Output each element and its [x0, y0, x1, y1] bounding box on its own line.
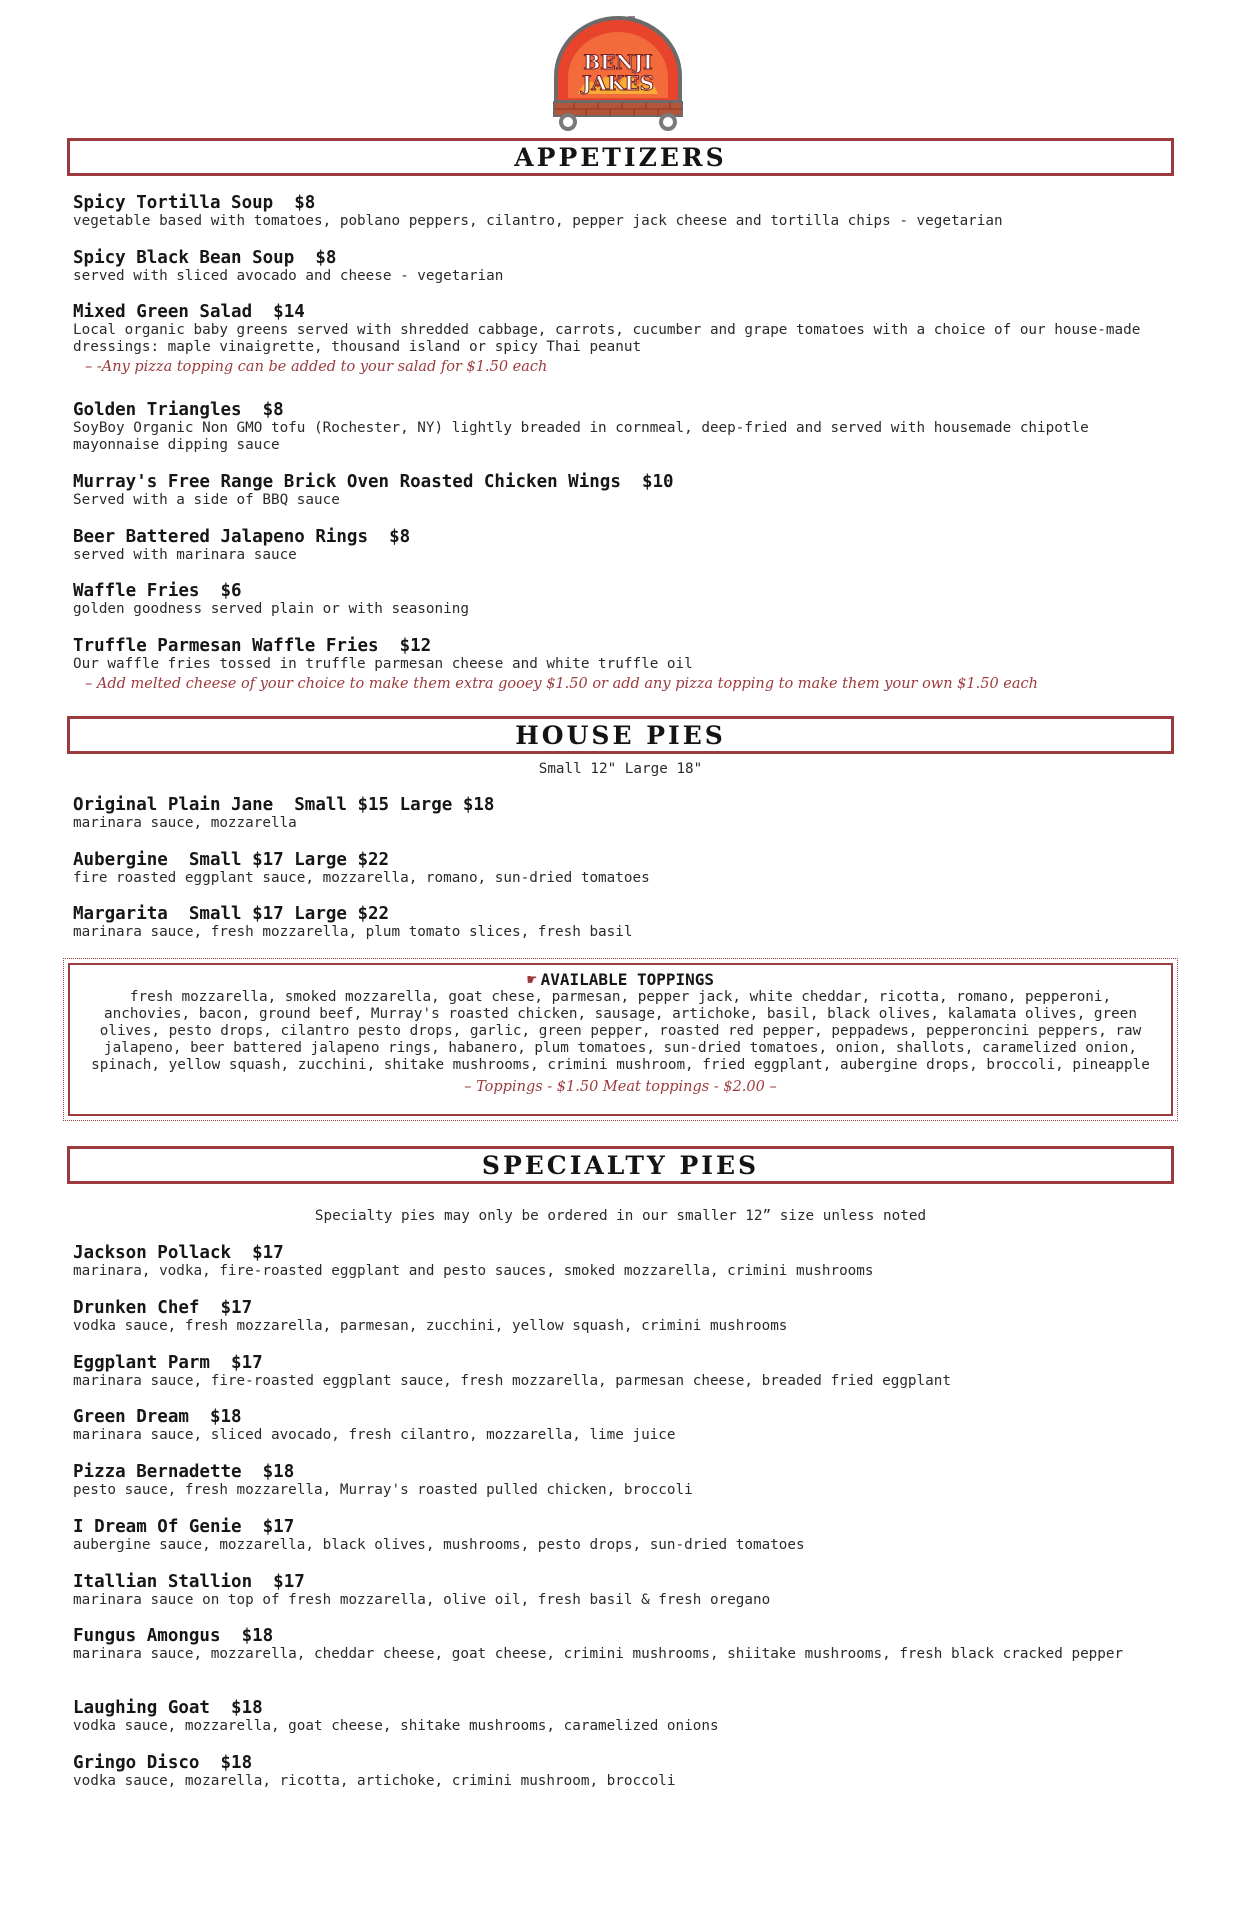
- item-description: Local organic baby greens served with shredded cabbage, carrots, cucumber and grape tomatoes with a choice of our house-made dressings: maple vinaigrette, thousand island or spicy Thai peanut: [73, 322, 1141, 355]
- item-name: Green Dream $18: [73, 1407, 242, 1427]
- item-name: Pizza Bernadette $18: [73, 1462, 295, 1482]
- toppings-list: fresh mozzarella, smoked mozzarella, goat chese, parmesan, pepper jack, white cheddar, ricotta, romano, pepperoni, anchovies, bacon, ground beef, Murray's roasted chicken, sausage, artichoke, basil, black olives, kalamata olives, green olives, pesto drops, cilantro pesto drops, garlic, green pepper, roasted red pepper, peppadews, pepperoncini peppers, raw jalapeno, beer battered jalapeno rings, habanero, plum tomatoes, sun-dried tomatoes, onion, shallots, caramelized onion, spinach, yellow squash, zucchini, shitake mushrooms, crimini mushroom, fried eggplant, aubergine drops, broccoli, pineapple: [91, 989, 1150, 1073]
- appetizers-header: [67, 138, 1174, 176]
- menu-item: [73, 1698, 1173, 1735]
- item-name: Mixed Green Salad $14: [73, 302, 305, 322]
- menu-item: [73, 472, 1173, 509]
- section-title: APPETIZERS: [514, 142, 727, 172]
- section-title: SPECIALTY PIES: [481, 1150, 760, 1180]
- menu-item: [73, 795, 1173, 832]
- item-name: Golden Triangles $8: [73, 400, 284, 420]
- menu-item: [73, 1407, 1173, 1444]
- item-name: Spicy Tortilla Soup $8: [73, 193, 316, 213]
- item-name: Aubergine Small $17 Large $22: [73, 850, 390, 870]
- menu-item: [73, 1626, 1173, 1663]
- toppings-prices: – Toppings - $1.50 Meat toppings - $2.00 –: [464, 1079, 777, 1095]
- menu-item: [73, 1243, 1173, 1280]
- menu-item: [73, 302, 1173, 377]
- menu-item: [73, 527, 1173, 564]
- item-description: pesto sauce, fresh mozzarella, Murray's roasted pulled chicken, broccoli: [73, 1482, 693, 1498]
- item-name: I Dream Of Genie $17: [73, 1517, 295, 1537]
- item-description: vegetable based with tomatoes, poblano peppers, cilantro, pepper jack cheese and tortilla chips - vegetarian: [73, 213, 1003, 229]
- menu-item: [73, 581, 1173, 618]
- item-description: marinara sauce, mozzarella, cheddar cheese, goat cheese, crimini mushrooms, shiitake mushrooms, fresh black cracked pepper: [73, 1646, 1124, 1662]
- item-description: fire roasted eggplant sauce, mozzarella, romano, sun-dried tomatoes: [73, 870, 650, 886]
- pizza-oven-logo-icon: [548, 14, 688, 132]
- item-name: Waffle Fries $6: [73, 581, 242, 601]
- specialty-note: Specialty pies may only be ordered in our smaller 12” size unless noted: [314, 1208, 927, 1224]
- item-description: marinara, vodka, fire-roasted eggplant and pesto sauces, smoked mozzarella, crimini mushrooms: [73, 1263, 874, 1279]
- item-name: Original Plain Jane Small $15 Large $18: [73, 795, 495, 815]
- item-description: marinara sauce, fresh mozzarella, plum tomato slices, fresh basil: [73, 924, 633, 940]
- item-description: vodka sauce, mozarella, ricotta, artichoke, crimini mushroom, broccoli: [73, 1773, 676, 1789]
- section-title: HOUSE PIES: [515, 720, 726, 750]
- item-description: Our waffle fries tossed in truffle parmesan cheese and white truffle oil: [73, 656, 693, 672]
- item-name: Beer Battered Jalapeno Rings $8: [73, 527, 411, 547]
- item-name: Itallian Stallion $17: [73, 1572, 305, 1592]
- pointing-hand-icon: ☛: [526, 970, 537, 989]
- toppings-title-text: AVAILABLE TOPPINGS: [540, 970, 715, 989]
- svg-text:BENJI: BENJI: [583, 50, 653, 74]
- menu-item: [73, 400, 1173, 454]
- item-name: Murray's Free Range Brick Oven Roasted Chicken Wings $10: [73, 472, 674, 492]
- toppings-title: [86, 970, 1155, 989]
- menu-item: [73, 1298, 1173, 1335]
- item-description: Served with a side of BBQ sauce: [73, 492, 340, 508]
- item-description: aubergine sauce, mozzarella, black olives, mushrooms, pesto drops, sun-dried tomatoes: [73, 1537, 805, 1553]
- pie-sizes: Small 12" Large 18": [538, 761, 703, 777]
- item-name: Laughing Goat $18: [73, 1698, 263, 1718]
- item-description: vodka sauce, mozzarella, goat cheese, shitake mushrooms, caramelized onions: [73, 1718, 719, 1734]
- item-note: – Add melted cheese of your choice to make them extra gooey $1.50 or add any pizza topping to make them your own $1.50 each: [85, 676, 1038, 692]
- item-name: Truffle Parmesan Waffle Fries $12: [73, 636, 432, 656]
- toppings-box: [63, 958, 1178, 1121]
- item-description: marinara sauce, mozzarella: [73, 815, 297, 831]
- menu-item: [73, 1517, 1173, 1554]
- menu-item: [73, 850, 1173, 887]
- specialty-pies-header: [67, 1146, 1174, 1184]
- item-name: Margarita Small $17 Large $22: [73, 904, 390, 924]
- menu-item: [73, 1753, 1173, 1790]
- menu-item: [73, 248, 1173, 285]
- restaurant-logo: [548, 14, 688, 132]
- house-pies-header: [67, 716, 1174, 754]
- item-description: marinara sauce, sliced avocado, fresh cilantro, mozzarella, lime juice: [73, 1427, 676, 1443]
- item-description: marinara sauce, fire-roasted eggplant sauce, fresh mozzarella, parmesan cheese, breaded fried eggplant: [73, 1373, 951, 1389]
- menu-item: [73, 1572, 1173, 1609]
- item-name: Drunken Chef $17: [73, 1298, 253, 1318]
- menu-item: [73, 1353, 1173, 1390]
- menu-item: [73, 904, 1173, 941]
- item-name: Gringo Disco $18: [73, 1753, 253, 1773]
- menu-item: [73, 1462, 1173, 1499]
- item-description: SoyBoy Organic Non GMO tofu (Rochester, NY) lightly breaded in cornmeal, deep-fried and served with housemade chipotle mayonnaise dipping sauce: [73, 420, 1089, 453]
- item-description: served with marinara sauce: [73, 547, 297, 563]
- item-name: Fungus Amongus $18: [73, 1626, 274, 1646]
- item-description: marinara sauce on top of fresh mozzarella, olive oil, fresh basil & fresh oregano: [73, 1592, 771, 1608]
- item-description: vodka sauce, fresh mozzarella, parmesan, zucchini, yellow squash, crimini mushrooms: [73, 1318, 788, 1334]
- item-name: Eggplant Parm $17: [73, 1353, 263, 1373]
- item-description: golden goodness served plain or with seasoning: [73, 601, 469, 617]
- item-name: Jackson Pollack $17: [73, 1243, 284, 1263]
- menu-item: [73, 193, 1173, 230]
- menu-item: [73, 636, 1173, 694]
- svg-text:JAKES: JAKES: [581, 71, 655, 95]
- item-description: served with sliced avocado and cheese - vegetarian: [73, 268, 504, 284]
- toppings-inner: [68, 963, 1173, 1116]
- item-name: Spicy Black Bean Soup $8: [73, 248, 337, 268]
- item-note: – -Any pizza topping can be added to your salad for $1.50 each: [85, 359, 548, 375]
